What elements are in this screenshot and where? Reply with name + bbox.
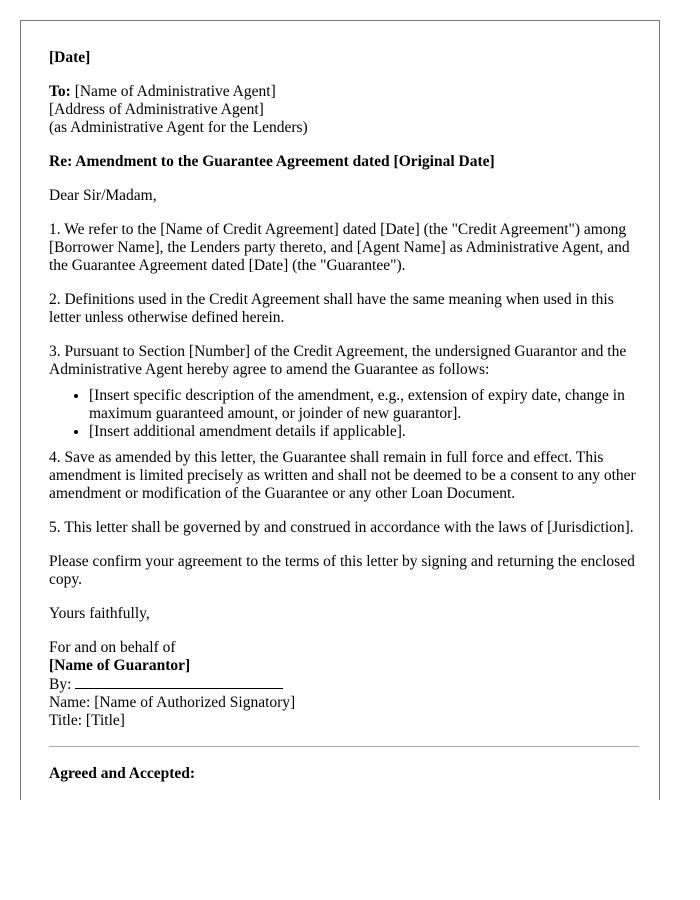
signatory-title-line: Title: [Title]: [49, 712, 125, 729]
signature-line: [75, 675, 283, 689]
paragraph-4: 4. Save as amended by this letter, the Guarantee shall remain in full force and effect. This amendment is limited precisely as written and shall not be deemed to be a consent to any other amendment or modification of the Guarantee or any other Loan Document.: [49, 449, 636, 502]
amendment-item: • [Insert specific description of the amendment, e.g., extension of expiry date, change in maximum guaranteed amount, or joinder of new guarantor].: [89, 387, 639, 423]
salutation: Dear Sir/Madam,: [49, 187, 157, 204]
guarantor-name: [Name of Guarantor]: [49, 657, 191, 674]
paragraph-5: 5. This letter shall be governed by and construed in accordance with the laws of [Jurisdiction].: [49, 519, 634, 536]
by-line: [49, 675, 639, 694]
closing: Yours faithfully,: [49, 605, 150, 622]
paragraph-3: 3. Pursuant to Section [Number] of the Credit Agreement, the undersigned Guarantor and the Administrative Agent hereby agree to amend the Guarantee as follows:: [49, 343, 627, 378]
paragraph-1: 1. We refer to the [Name of Credit Agreement] dated [Date] (the "Credit Agreement") among [Borrower Name], the Lenders party thereto, and [Agent Name] as Administrative Agent, and the Guarantee Agreement dated [Date] (the "Guarantee").: [49, 221, 630, 274]
recipient-name: [Name of Administrative Agent]: [74, 83, 276, 100]
recipient-capacity: (as Administrative Agent for the Lenders): [49, 119, 308, 136]
amendment-item: • [Insert additional amendment details if applicable].: [89, 423, 639, 441]
paragraph-6: Please confirm your agreement to the terms of this letter by signing and returning the enclosed copy.: [49, 553, 635, 588]
section-divider: [49, 746, 639, 747]
subject-line: Re: Amendment to the Guarantee Agreement dated [Original Date]: [49, 153, 495, 170]
paragraph-2: 2. Definitions used in the Credit Agreement shall have the same meaning when used in this letter unless otherwise defined herein.: [49, 291, 614, 326]
letter-body: [49, 49, 639, 782]
letter-page: [20, 20, 660, 800]
signatory-name-line: Name: [Name of Authorized Signatory]: [49, 694, 296, 711]
letter-date: [Date]: [49, 49, 91, 66]
signature-block: [49, 639, 639, 730]
by-label: By:: [49, 676, 72, 693]
to-label: To:: [49, 83, 71, 100]
next-section-heading: Agreed and Accepted:: [49, 765, 196, 782]
amendment-list: [49, 387, 639, 441]
on-behalf-line: For and on behalf of: [49, 639, 176, 656]
recipient-block: [49, 83, 639, 137]
recipient-address: [Address of Administrative Agent]: [49, 101, 264, 118]
